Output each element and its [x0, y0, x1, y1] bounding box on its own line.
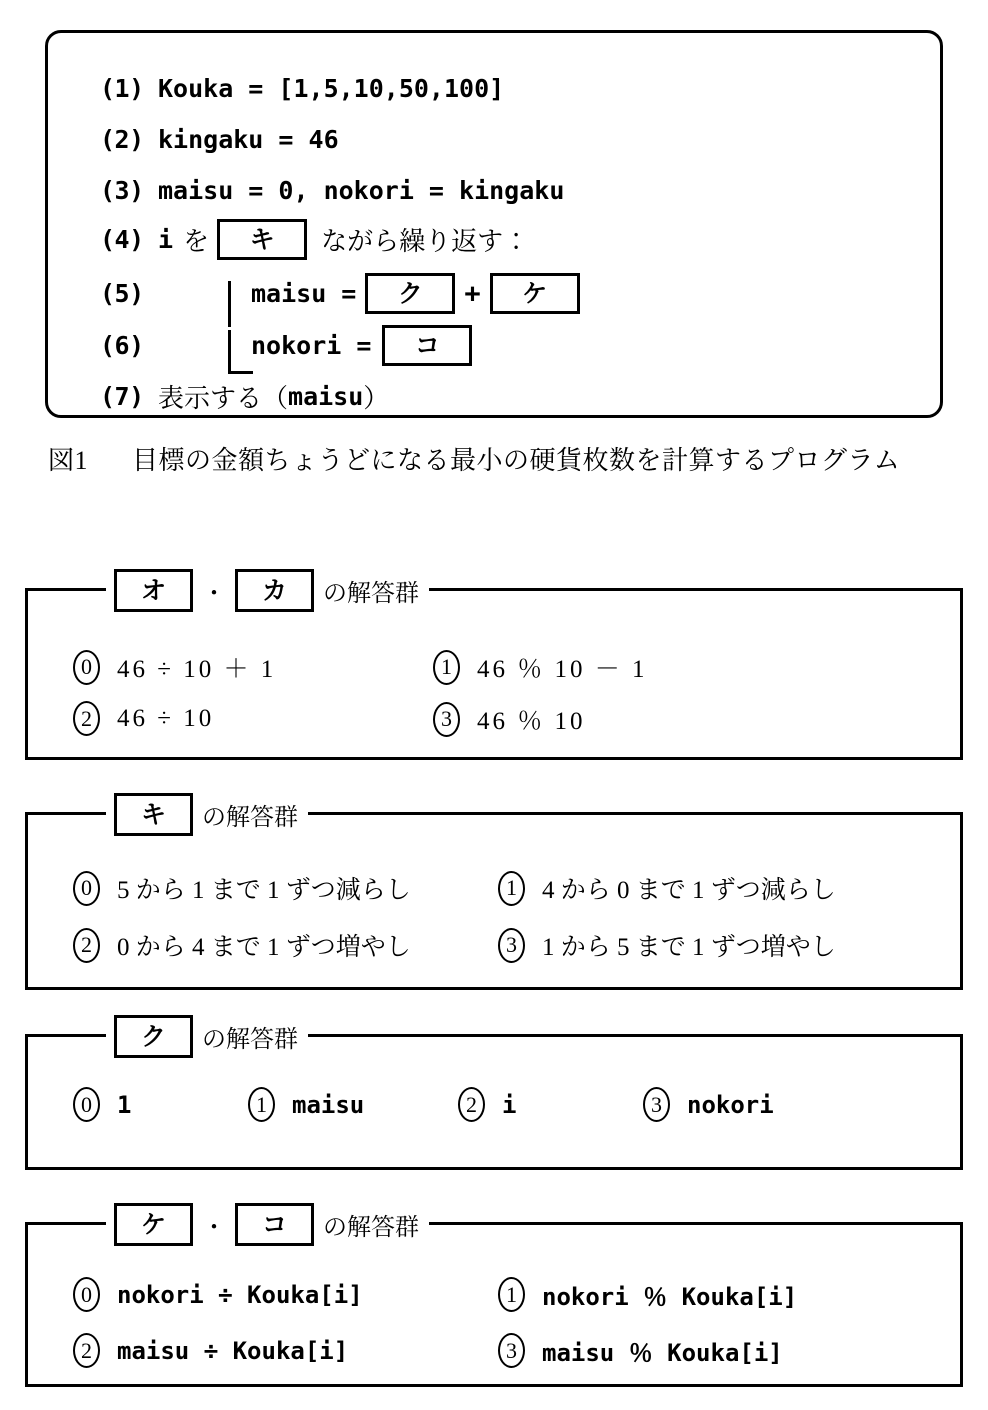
option-marker-0: 0	[73, 1277, 100, 1312]
legend-box-ke[interactable]: ケ	[114, 1203, 193, 1246]
option-label: i	[502, 1090, 517, 1119]
line-number: (2)	[100, 124, 144, 154]
option-item[interactable]	[643, 1087, 774, 1122]
figure-caption-label: 図1	[48, 446, 89, 475]
option-label: maisu ％ Kouka[i]	[542, 1339, 783, 1367]
option-label: 46 ÷ 10 ＋ 1	[117, 656, 277, 683]
line-number: (6)	[100, 330, 144, 360]
line-code: Kouka = [1,5,10,50,100]	[158, 73, 505, 103]
line-number: (4)	[100, 224, 144, 254]
line-code	[251, 325, 472, 366]
legend-separator: ・	[202, 580, 226, 607]
option-marker-2: 2	[73, 928, 100, 963]
legend-box-ki[interactable]: キ	[114, 793, 193, 836]
option-label: nokori ％ Kouka[i]	[542, 1283, 798, 1311]
option-item[interactable]	[498, 927, 836, 963]
option-label: 46 ÷ 10	[117, 704, 215, 732]
option-item[interactable]	[248, 1087, 364, 1122]
figure-caption	[48, 440, 900, 477]
line-number: (1)	[100, 73, 144, 103]
option-list	[28, 815, 960, 987]
legend-box-ku[interactable]: ク	[114, 1015, 193, 1058]
display-call-close: ）	[363, 383, 390, 413]
loop-variable: i	[158, 224, 174, 254]
option-item[interactable]	[73, 927, 411, 963]
code-line-4	[48, 216, 940, 262]
legend-box-ko[interactable]: コ	[235, 1203, 314, 1246]
program-figure-box	[45, 30, 943, 418]
answer-blank-ko[interactable]: コ	[382, 325, 472, 366]
option-item[interactable]	[73, 701, 214, 736]
figure-caption-text: 目標の金額ちょうどになる最小の硬貨枚数を計算するプログラム	[132, 446, 901, 475]
option-label: 0 から 4 まで 1 ずつ増やし	[117, 934, 411, 961]
line-code: kingaku = 46	[158, 124, 339, 154]
option-marker-2: 2	[458, 1087, 485, 1122]
assign-nokori: nokori =	[251, 330, 372, 360]
line-number: (7)	[100, 381, 144, 411]
option-list	[28, 1225, 960, 1384]
option-label: 1	[117, 1090, 132, 1119]
answer-blank-ke[interactable]: ケ	[490, 273, 580, 314]
option-label: 5 から 1 まで 1 ずつ減らし	[117, 877, 411, 904]
option-item[interactable]	[73, 1333, 348, 1368]
option-label: 46 ％ 10 － 1	[477, 656, 648, 683]
option-item[interactable]	[73, 649, 276, 685]
code-line-7	[48, 373, 940, 419]
legend-title: の解答群	[323, 580, 419, 607]
assign-maisu: maisu =	[251, 278, 357, 308]
option-label: maisu ÷ Kouka[i]	[117, 1336, 349, 1365]
option-item[interactable]	[73, 1277, 363, 1312]
option-item[interactable]	[458, 1087, 516, 1122]
option-item[interactable]	[73, 870, 411, 906]
answer-blank-ku[interactable]: ク	[365, 273, 455, 314]
option-marker-3: 3	[433, 702, 460, 737]
line-number: (5)	[100, 278, 144, 308]
legend-box-o[interactable]: オ	[114, 569, 193, 612]
legend-box-ka[interactable]: カ	[235, 569, 314, 612]
option-list	[28, 591, 960, 757]
legend-title: の解答群	[202, 1026, 298, 1053]
option-list	[28, 1037, 960, 1167]
code-line-1	[48, 65, 940, 111]
line-code	[158, 219, 529, 260]
option-marker-3: 3	[643, 1087, 670, 1122]
option-marker-3: 3	[498, 1333, 525, 1368]
option-item[interactable]	[433, 649, 648, 685]
answer-group-ki	[25, 799, 963, 990]
option-item[interactable]	[433, 701, 586, 737]
option-marker-0: 0	[73, 1087, 100, 1122]
code-line-2	[48, 116, 940, 162]
option-item[interactable]	[498, 1333, 783, 1368]
answer-group-o-ka	[25, 575, 963, 760]
display-call-text: 表示する（	[158, 383, 289, 413]
option-label: maisu	[292, 1090, 365, 1119]
option-label: 4 から 0 まで 1 ずつ減らし	[542, 877, 836, 904]
legend-separator: ・	[202, 1214, 226, 1241]
option-marker-1: 1	[433, 650, 460, 685]
option-marker-2: 2	[73, 1333, 100, 1368]
loop-suffix-text: ながら繰り返す：	[321, 226, 530, 256]
code-line-5	[48, 270, 940, 316]
answer-blank-ki[interactable]: キ	[217, 219, 307, 260]
plus-operator: +	[464, 277, 481, 309]
code-line-3	[48, 167, 940, 213]
answer-group-ke-ko	[25, 1209, 963, 1387]
option-item[interactable]	[498, 870, 836, 906]
option-marker-0: 0	[73, 871, 100, 906]
option-marker-1: 1	[498, 1277, 525, 1312]
option-item[interactable]	[73, 1087, 131, 1122]
particle-wo: を	[183, 226, 210, 256]
option-marker-3: 3	[498, 928, 525, 963]
legend-title: の解答群	[202, 804, 298, 831]
answer-group-ku	[25, 1021, 963, 1170]
line-number: (3)	[100, 175, 144, 205]
line-code	[251, 273, 580, 314]
option-marker-2: 2	[73, 701, 100, 736]
option-label: nokori ÷ Kouka[i]	[117, 1280, 363, 1309]
display-argument: maisu	[288, 381, 364, 411]
option-marker-1: 1	[248, 1087, 275, 1122]
legend-title: の解答群	[323, 1214, 419, 1241]
option-label: 46 ％ 10	[477, 708, 586, 735]
line-code	[158, 378, 389, 415]
line-code: maisu = 0, nokori = kingaku	[158, 175, 565, 205]
option-label: 1 から 5 まで 1 ずつ増やし	[542, 934, 836, 961]
option-item[interactable]	[498, 1277, 797, 1312]
option-label: nokori	[687, 1090, 774, 1119]
option-marker-0: 0	[73, 650, 100, 685]
code-line-6	[48, 322, 940, 368]
option-marker-1: 1	[498, 871, 525, 906]
